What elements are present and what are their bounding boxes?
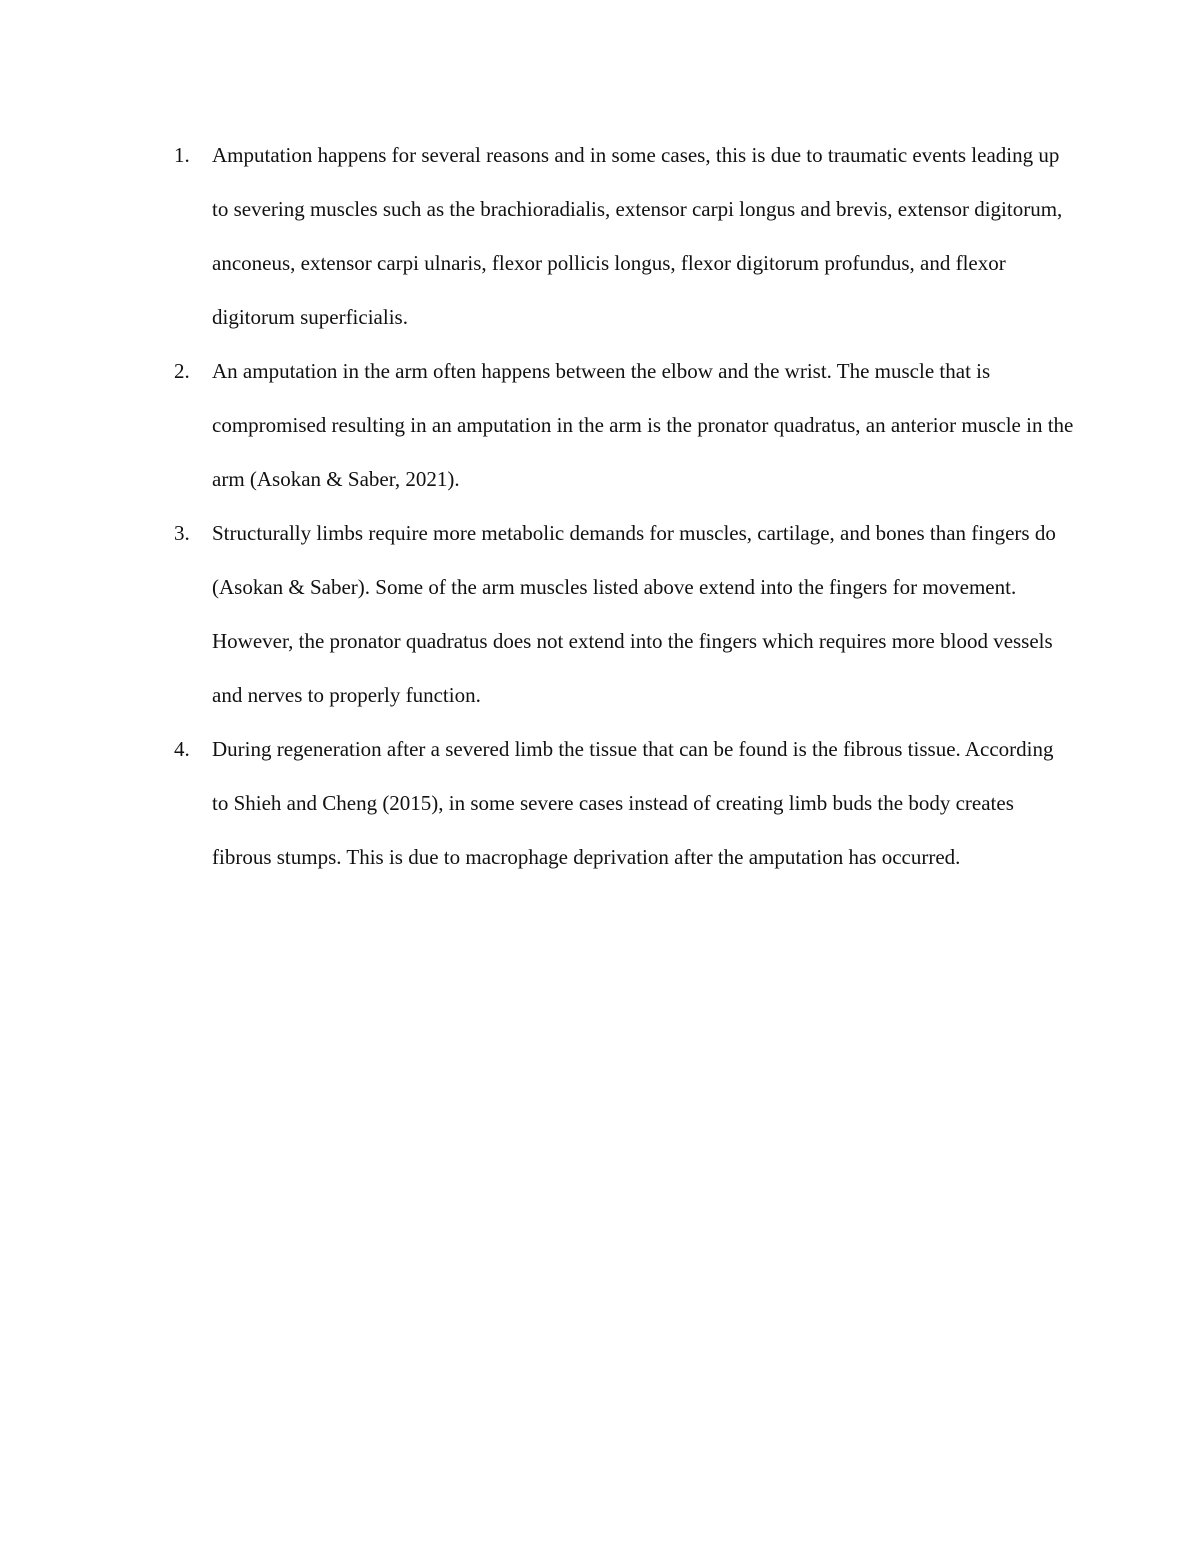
list-item-text: Amputation happens for several reasons and in some cases, this is due to traumatic events leading up to severing muscles such as the brachioradialis, extensor carpi longus and brevis, extensor digitorum, anconeus, extensor carpi ulnaris, flexor pollicis longus, flexor digitorum profundus, and flexor digitorum superficialis. bbox=[212, 143, 1063, 329]
numbered-list bbox=[174, 128, 1074, 884]
list-item bbox=[174, 344, 1074, 506]
list-item-number: 2. bbox=[174, 359, 190, 383]
list-item-text: An amputation in the arm often happens between the elbow and the wrist. The muscle that is compromised resulting in an amputation in the arm is the pronator quadratus, an anterior muscle in the arm (Asokan & Saber, 2021). bbox=[212, 359, 1074, 491]
list-item-number: 3. bbox=[174, 521, 190, 545]
list-item bbox=[174, 722, 1074, 884]
list-item bbox=[174, 128, 1074, 344]
list-item-text: During regeneration after a severed limb the tissue that can be found is the fibrous tissue. According to Shieh and Cheng (2015), in some severe cases instead of creating limb buds the body creates fibrous stumps. This is due to macrophage deprivation after the amputation has occurred. bbox=[212, 737, 1054, 869]
list-item bbox=[174, 506, 1074, 722]
list-item-text: Structurally limbs require more metabolic demands for muscles, cartilage, and bones than fingers do (Asokan & Saber). Some of the arm muscles listed above extend into the fingers for movement. However, the pronator quadratus does not extend into the fingers which requires more blood vessels and nerves to properly function. bbox=[212, 521, 1056, 707]
list-item-number: 4. bbox=[174, 737, 190, 761]
list-item-number: 1. bbox=[174, 143, 190, 167]
